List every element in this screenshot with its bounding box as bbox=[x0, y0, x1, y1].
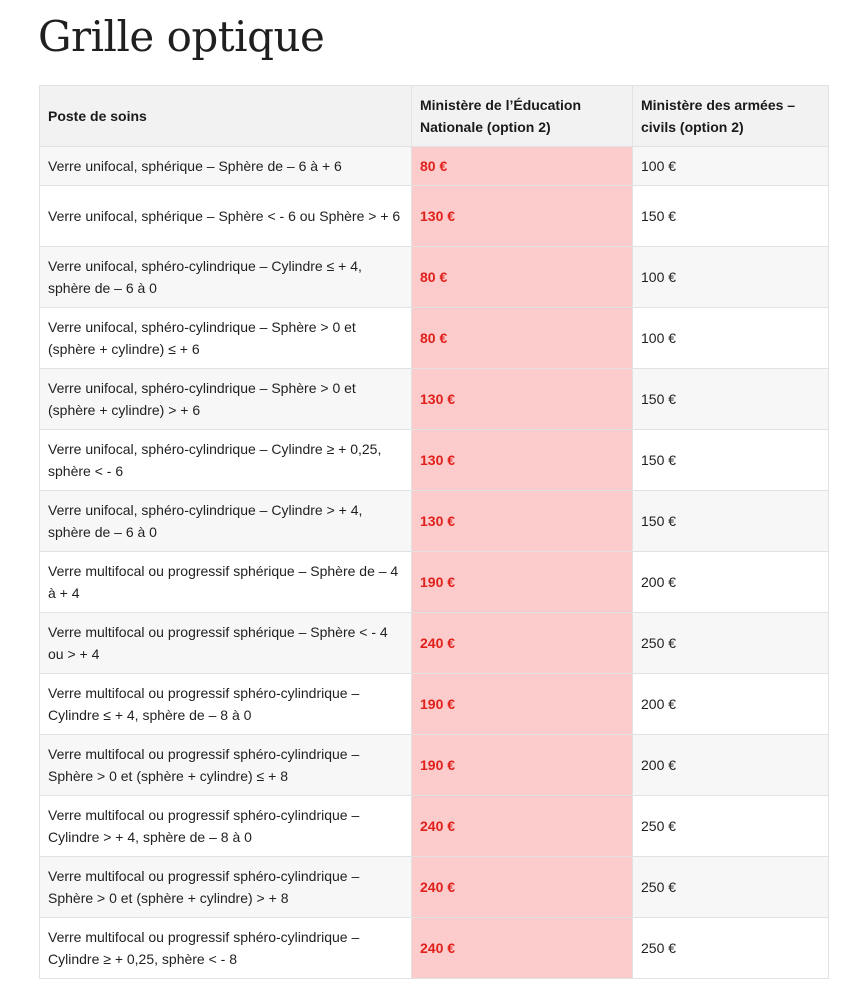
cell-poste: Verre multifocal ou progressif sphéro-cylindrique – Cylindre ≥ + 0,25, sphère < - 8 bbox=[40, 918, 412, 979]
cell-education-price: 80 € bbox=[412, 308, 633, 369]
cell-poste: Verre multifocal ou progressif sphérique – Sphère de – 4 à + 4 bbox=[40, 552, 412, 613]
table-row bbox=[40, 613, 829, 674]
cell-poste: Verre unifocal, sphéro-cylindrique – Sphère > 0 et (sphère + cylindre) > + 6 bbox=[40, 369, 412, 430]
cell-education-price: 190 € bbox=[412, 735, 633, 796]
table-row bbox=[40, 918, 829, 979]
cell-education-price: 130 € bbox=[412, 430, 633, 491]
cell-armees-price: 200 € bbox=[633, 735, 829, 796]
table-row bbox=[40, 735, 829, 796]
header-poste-de-soins: Poste de soins bbox=[40, 86, 412, 147]
cell-armees-price: 150 € bbox=[633, 430, 829, 491]
cell-armees-price: 250 € bbox=[633, 796, 829, 857]
cell-poste: Verre unifocal, sphéro-cylindrique – Cylindre ≤ + 4, sphère de – 6 à 0 bbox=[40, 247, 412, 308]
header-education-nationale: Ministère de l’Éducation Nationale (option 2) bbox=[412, 86, 633, 147]
cell-armees-price: 150 € bbox=[633, 491, 829, 552]
cell-armees-price: 200 € bbox=[633, 552, 829, 613]
cell-armees-price: 150 € bbox=[633, 369, 829, 430]
table-row bbox=[40, 247, 829, 308]
cell-poste: Verre unifocal, sphéro-cylindrique – Sphère > 0 et (sphère + cylindre) ≤ + 6 bbox=[40, 308, 412, 369]
table-row bbox=[40, 796, 829, 857]
cell-poste: Verre unifocal, sphérique – Sphère de – 6 à + 6 bbox=[40, 147, 412, 186]
table-row bbox=[40, 552, 829, 613]
cell-armees-price: 100 € bbox=[633, 147, 829, 186]
cell-education-price: 130 € bbox=[412, 369, 633, 430]
optical-grid-table-wrapper bbox=[39, 85, 828, 979]
cell-education-price: 80 € bbox=[412, 247, 633, 308]
cell-poste: Verre multifocal ou progressif sphéro-cylindrique – Sphère > 0 et (sphère + cylindre) ≤ + 8 bbox=[40, 735, 412, 796]
cell-education-price: 240 € bbox=[412, 796, 633, 857]
table-row bbox=[40, 369, 829, 430]
table-row bbox=[40, 430, 829, 491]
cell-education-price: 190 € bbox=[412, 552, 633, 613]
table-row bbox=[40, 308, 829, 369]
cell-education-price: 240 € bbox=[412, 613, 633, 674]
table-row bbox=[40, 674, 829, 735]
cell-poste: Verre unifocal, sphérique – Sphère < - 6 ou Sphère > + 6 bbox=[40, 186, 412, 247]
cell-armees-price: 200 € bbox=[633, 674, 829, 735]
cell-armees-price: 250 € bbox=[633, 613, 829, 674]
page-title: Grille optique bbox=[38, 12, 325, 61]
optical-grid-table bbox=[39, 85, 829, 979]
cell-armees-price: 150 € bbox=[633, 186, 829, 247]
cell-education-price: 240 € bbox=[412, 918, 633, 979]
cell-education-price: 80 € bbox=[412, 147, 633, 186]
cell-armees-price: 250 € bbox=[633, 857, 829, 918]
cell-poste: Verre multifocal ou progressif sphéro-cylindrique – Cylindre ≤ + 4, sphère de – 8 à 0 bbox=[40, 674, 412, 735]
cell-poste: Verre multifocal ou progressif sphéro-cylindrique – Cylindre > + 4, sphère de – 8 à 0 bbox=[40, 796, 412, 857]
cell-armees-price: 100 € bbox=[633, 308, 829, 369]
cell-education-price: 130 € bbox=[412, 491, 633, 552]
table-header-row bbox=[40, 86, 829, 147]
cell-poste: Verre multifocal ou progressif sphérique – Sphère < - 4 ou > + 4 bbox=[40, 613, 412, 674]
cell-armees-price: 250 € bbox=[633, 918, 829, 979]
table-row bbox=[40, 186, 829, 247]
table-row bbox=[40, 147, 829, 186]
cell-education-price: 240 € bbox=[412, 857, 633, 918]
table-row bbox=[40, 491, 829, 552]
cell-poste: Verre unifocal, sphéro-cylindrique – Cylindre > + 4, sphère de – 6 à 0 bbox=[40, 491, 412, 552]
table-row bbox=[40, 857, 829, 918]
header-ministere-armees: Ministère des armées – civils (option 2) bbox=[633, 86, 829, 147]
cell-poste: Verre unifocal, sphéro-cylindrique – Cylindre ≥ + 0,25, sphère < - 6 bbox=[40, 430, 412, 491]
cell-education-price: 130 € bbox=[412, 186, 633, 247]
cell-poste: Verre multifocal ou progressif sphéro-cylindrique – Sphère > 0 et (sphère + cylindre) > + 8 bbox=[40, 857, 412, 918]
cell-armees-price: 100 € bbox=[633, 247, 829, 308]
cell-education-price: 190 € bbox=[412, 674, 633, 735]
